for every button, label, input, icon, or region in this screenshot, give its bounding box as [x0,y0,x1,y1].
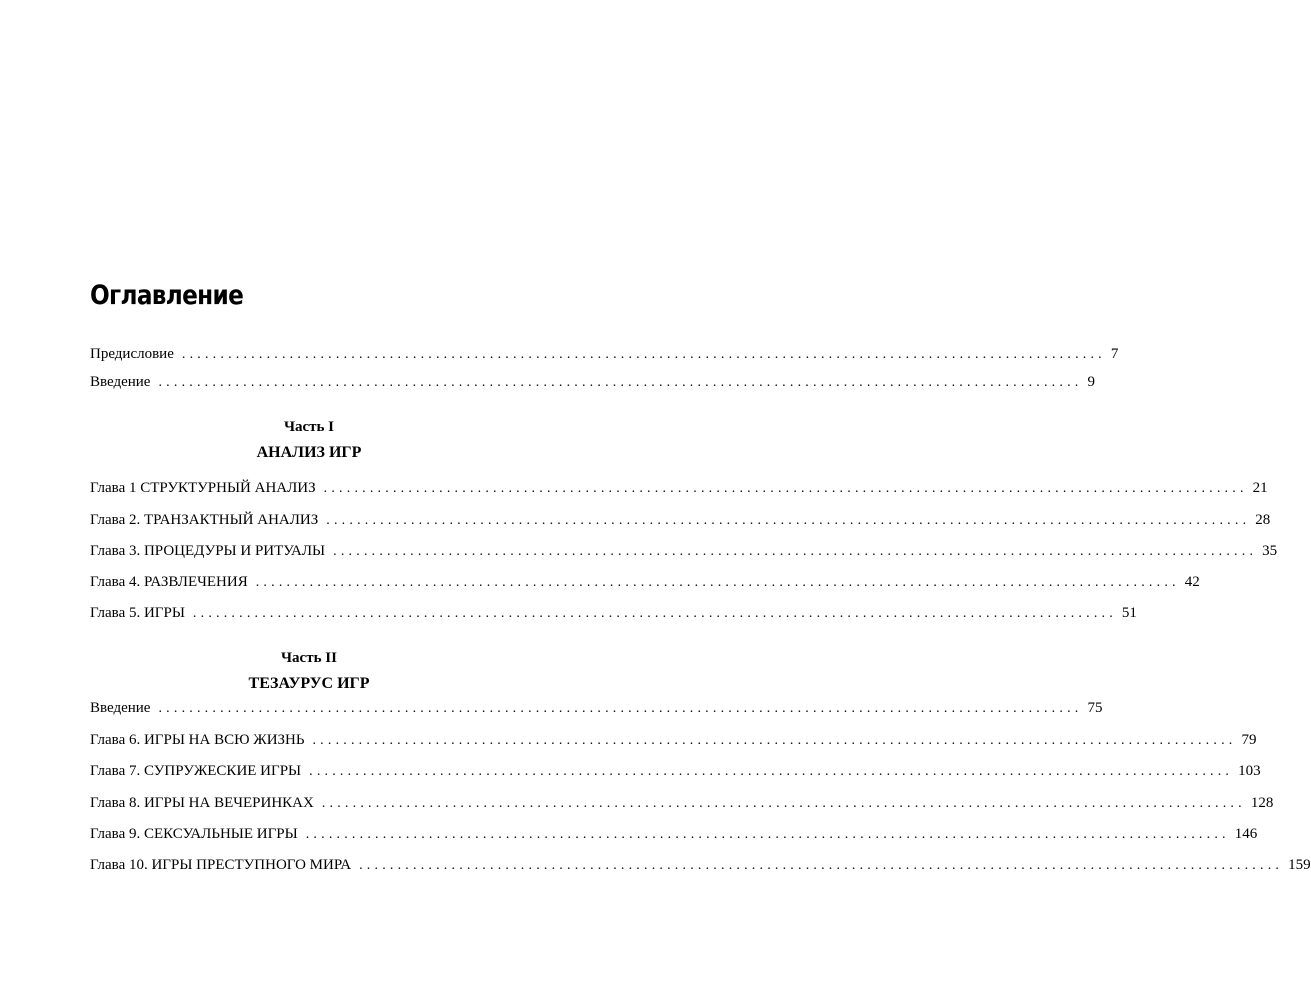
toc-entry [90,479,1268,497]
leader-dots: ........................................................................................................................ [333,544,1258,559]
toc-entry [90,373,1095,391]
leader-dots: ........................................................................................................................ [305,827,1230,842]
toc-entry-label: Глава 2. ТРАНЗАКТНЫЙ АНАЛИЗ [90,512,319,528]
leader-dots: ........................................................................................................................ [312,733,1237,748]
toc-entry [90,794,1274,812]
toc-entry [90,856,1311,874]
toc-entry-label: Введение [90,700,151,716]
leader-dots: ........................................................................................................................ [359,858,1284,873]
toc-entry-page: 9 [1087,374,1095,390]
part-label: Часть I [283,419,335,435]
toc-entry [90,731,1257,749]
toc-entry-label: Предисловие [90,346,174,362]
toc-entry-label: Глава 10. ИГРЫ ПРЕСТУПНОГО МИРА [90,857,352,873]
toc-entry-page: 128 [1250,795,1274,811]
toc-entry-page: 103 [1238,763,1261,779]
toc-entry-label: Глава 9. СЕКСУАЛЬНЫЕ ИГРЫ [90,826,298,842]
toc-entry [90,573,1200,591]
leader-dots: ........................................................................................................................ [192,606,1117,621]
toc-heading: Оглавление [90,280,244,311]
leader-dots: ........................................................................................................................ [158,375,1083,390]
toc-entry-label: Глава 5. ИГРЫ [90,605,185,621]
toc-entry-page: 146 [1234,826,1258,842]
toc-entry-label: Глава 1 СТРУКТУРНЫЙ АНАЛИЗ [90,480,316,496]
toc-entry-label: Глава 4. РАЗВЛЕЧЕНИЯ [90,574,248,590]
toc-entry-page: 42 [1184,574,1200,590]
toc-entry-page: 159 [1288,857,1311,873]
leader-dots: ........................................................................................................................ [255,575,1180,590]
toc-entry-page: 7 [1110,346,1119,362]
toc-entry-page: 28 [1255,512,1271,528]
part-title: АНАЛИЗ ИГР [256,444,362,461]
leader-dots: ........................................................................................................................ [321,796,1246,811]
toc-entry [90,511,1271,529]
part-title: ТЕЗАУРУС ИГР [248,675,370,692]
toc-entry-label: Глава 7. СУПРУЖЕСКИЕ ИГРЫ [90,763,302,779]
toc-entry-label: Введение [90,374,151,390]
toc-entry-page: 51 [1121,605,1137,621]
toc-entry-page: 79 [1241,732,1257,748]
leader-dots: ........................................................................................................................ [323,481,1248,496]
toc-entry [90,345,1119,363]
leader-dots: ........................................................................................................................ [309,764,1234,779]
leader-dots: ........................................................................................................................ [326,513,1251,528]
toc-entry-label: Глава 3. ПРОЦЕДУРЫ И РИТУАЛЫ [90,543,326,559]
toc-entry-page: 35 [1262,543,1278,559]
toc-entry-label: Глава 6. ИГРЫ НА ВСЮ ЖИЗНЬ [90,732,305,748]
leader-dots: ........................................................................................................................ [181,347,1106,362]
toc-entry [90,542,1278,560]
toc-entry-label: Глава 8. ИГРЫ НА ВЕЧЕРИНКАХ [90,795,314,811]
toc-entry-page: 75 [1087,700,1103,716]
toc-entry [90,604,1137,622]
toc-entry-page: 21 [1252,480,1268,496]
leader-dots: ........................................................................................................................ [158,701,1083,716]
toc-entry [90,699,1103,717]
toc-entry [90,762,1261,780]
toc-entry [90,825,1258,843]
part-label: Часть II [281,650,337,666]
